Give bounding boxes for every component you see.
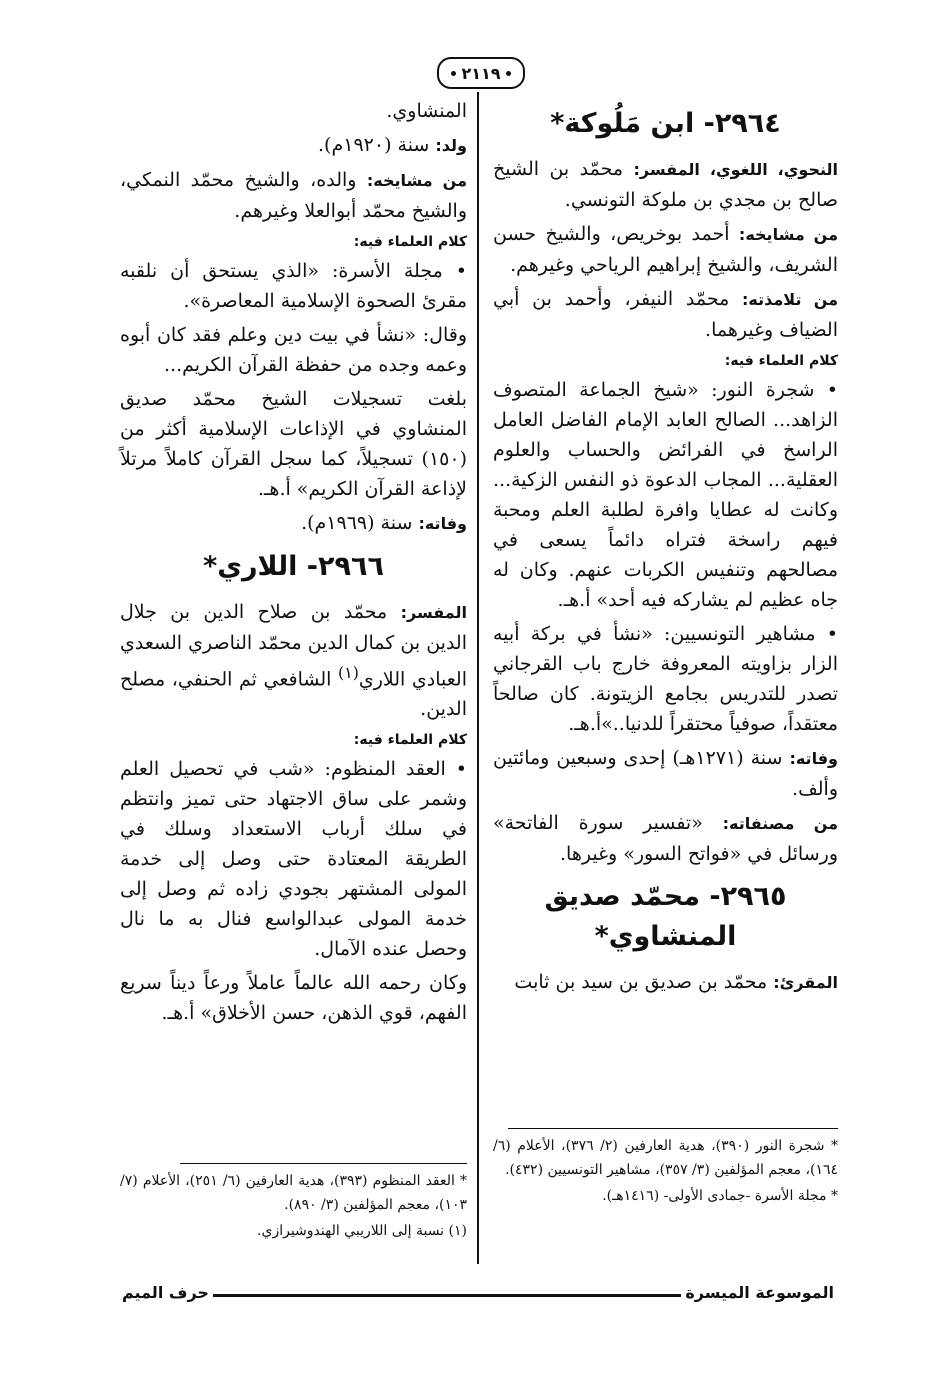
text: محمّد النيفر، وأحمد بن أبي الضياف وغيرهما. [493, 288, 838, 341]
text: «تفسير سورة الفاتحة» ورسائل في «فواتح السور» وغيرها. [493, 812, 838, 865]
label: من مشايخه: [366, 171, 467, 190]
ornament-dot-icon [506, 71, 511, 76]
label: من تلامذته: [742, 290, 838, 309]
footnotes-left [120, 1169, 467, 1245]
page-number-text: ٢١١٩ [461, 63, 501, 83]
ornament-dot-icon [451, 71, 456, 76]
entry-heading-2966: ٢٩٦٦- اللاري* [203, 551, 384, 582]
label: من مصنفاته: [722, 814, 838, 833]
footnote-rule-right [508, 1128, 838, 1129]
entry-heading-2964: ٢٩٦٤- ابن مَلُوكة* [550, 108, 781, 139]
quote-shajarat-alnoor: • شجرة النور: «شيخ الجماعة المتصوف الزاهد... الصالح العابد الإمام الفاضل العامل الراسخ في الفرائض والحساب والعلوم العقلية... المجاب الدعوة ذو النفس الزكية... وكانت له عطايا وافرة لطلبة العلم ومحبة فيهم راسخة فتراه دائماً يسعى في مصالحهم وتنفيس الكربات عنهم. وكان له جاه عظيم لم يشاركه فيه أحد» أ.هـ. [493, 379, 838, 611]
left-column [120, 96, 467, 1032]
footnote: * شجرة النور (٣٩٠)، هدية العارفين (٢/ ٣٧٦)، الأعلام (٦/ ١٦٤)، معجم المؤلفين (٣/ ٣٥٧)، مشاهير التونسيين (٤٣٢). [493, 1138, 839, 1178]
label: المقرئ: [773, 973, 838, 992]
right-column [493, 96, 838, 1002]
entry-2965-birth [120, 130, 467, 161]
footnote-rule-left [180, 1163, 467, 1164]
footnote-ref: (١) [337, 663, 359, 682]
entry-2964-works [493, 808, 838, 869]
footer-section-title: حرف الميم [118, 1283, 213, 1302]
scholars-opinions-heading: كلام العلماء فيه: [724, 353, 838, 369]
text: سنة (١٩٦٩م). [301, 512, 419, 534]
label: وفاته: [789, 749, 838, 768]
entry-2965-continuation: المنشاوي. [386, 100, 467, 122]
label: وفاته: [418, 514, 467, 533]
text: محمّد بن الشيخ صالح بن مجدي بن ملوكة التونسي. [493, 158, 838, 211]
entry-2964-students [493, 284, 838, 345]
quote-continued: وقال: «نشأ في بيت دين وعلم فقد كان أبوه وعمه وجده من حفظة القرآن الكريم... [120, 324, 467, 376]
footer-rule [188, 1294, 710, 1297]
entry-2965-identity [493, 967, 838, 998]
entry-heading-2965: ٢٩٦٥- محمّد صديق المنشاوي* [544, 881, 787, 952]
text: محمّد بن صديق بن سيد بن ثابت [514, 971, 774, 993]
entry-2965-death [120, 508, 467, 539]
quote-recordings: بلغت تسجيلات الشيخ محمّد صديق المنشاوي في الإذاعات الإسلامية أكثر من (١٥٠) تسجيلاً، كما سجل القرآن كاملاً مرتلاً لإذاعة القرآن الكريم» أ.هـ. [120, 388, 467, 500]
text: أحمد بوخريص، والشيخ حسن الشريف، والشيخ إبراهيم الرياحي وغيرهم. [493, 223, 838, 276]
page-number [437, 57, 525, 89]
text: سنة (١٢٧١هـ) إحدى وسبعين ومائتين وألف. [493, 747, 838, 800]
label: من مشايخه: [738, 225, 838, 244]
entry-2964-identity [493, 154, 838, 215]
label: ولد: [435, 136, 467, 155]
quote-continued: وكان رحمه الله عالماً عاملاً ورعاً ديناً سريع الفهم، قوي الذهن، حسن الأخلاق» أ.هـ. [120, 972, 467, 1025]
footer-book-title: الموسوعة الميسرة [681, 1283, 838, 1302]
footnote: * مجلة الأسرة -جمادى الأولى- (١٤١٦هـ). [602, 1188, 838, 1204]
text: والده، والشيخ محمّد النمكي، والشيخ محمّد أبوالعلا وغيرهم. [120, 169, 467, 222]
scholars-opinions-heading: كلام العلماء فيه: [353, 234, 467, 250]
entry-2964-death [493, 743, 838, 804]
footnotes-right [493, 1134, 838, 1210]
column-divider [477, 92, 479, 1264]
text: محمّد بن صلاح الدين بن جلال الدين بن كمال الدين محمّد الناصري السعدي العبادي اللاري [120, 601, 467, 691]
entry-2964-teachers [493, 219, 838, 280]
label: المفسر: [400, 603, 467, 622]
footnote: (١) نسبة إلى اللاريبي الهندوشيرازي. [257, 1223, 467, 1239]
quote-majallat-alusra: • مجلة الأسرة: «الذي يستحق أن نلقبه مقرئ الصحوة الإسلامية المعاصرة». [120, 260, 467, 312]
scholars-opinions-heading: كلام العلماء فيه: [353, 732, 467, 749]
entry-2965-teachers [120, 165, 467, 226]
label: النحوي، اللغوي، المفسر: [633, 160, 838, 179]
text: الشافعي ثم الحنفي، مصلح الدين. [120, 668, 467, 721]
entry-2966-identity [120, 597, 467, 724]
quote-mashahir-tunisiyin: • مشاهير التونسيين: «نشأ في بركة أبيه الزار بزاويته المعروفة خارج باب القرجاني تصدر للتدريس بجامع الزيتونة. كان صالحاً معتقداً، صوفياً محتقراً للدنيا..»أ.هـ. [493, 623, 838, 735]
text: سنة (١٩٢٠م). [318, 134, 436, 156]
footnote: * العقد المنظوم (٣٩٣)، هدية العارفين (٦/ ٢٥١)، الأعلام (٧/ ١٠٣)، معجم المؤلفين (٣/ ٨٩٠). [120, 1173, 468, 1213]
page-footer [118, 1283, 838, 1305]
quote-aliqd-almanthum: • العقد المنظوم: «شب في تحصيل العلم وشمر على ساق الاجتهاد حتى تميز وانتظم في سلك أرباب الاستعداد وسلك في الطريقة المعتادة حتى وصل إلى خدمة المولى المشتهر بجودي زاده ثم وصل إلى خدمة المولى عبدالواسع فنال به ما نال وحصل عنده الآمال. [120, 758, 467, 961]
